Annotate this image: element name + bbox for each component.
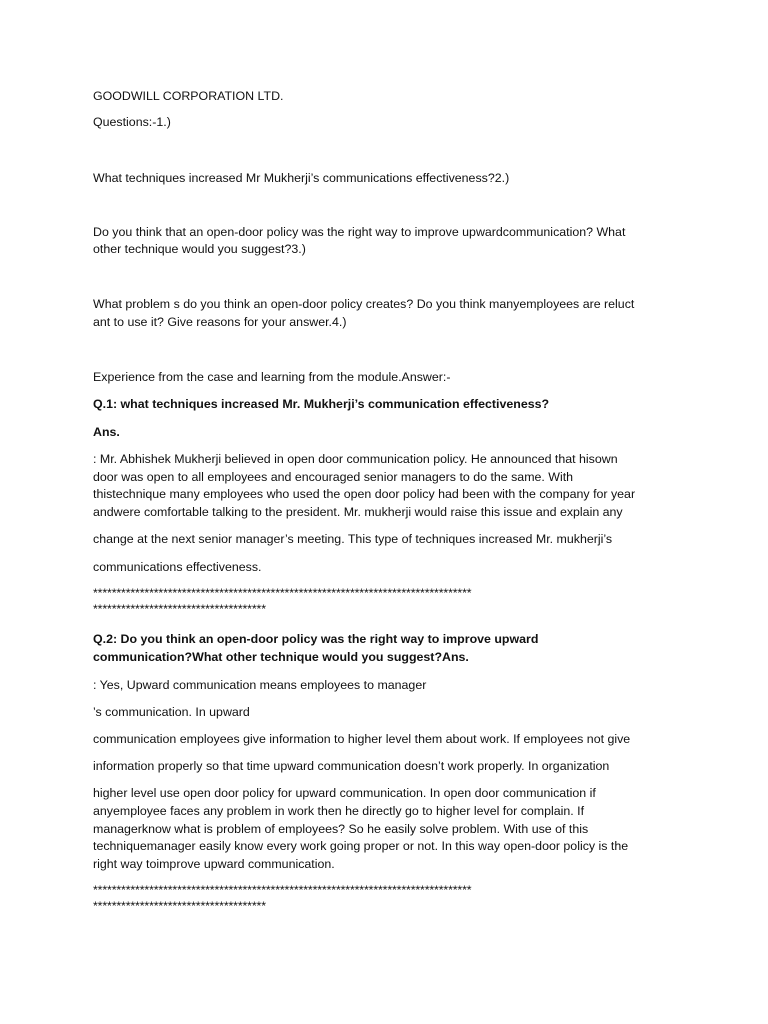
answer-2-heading-line-2: communication?What other technique would you suggest?Ans. xyxy=(93,650,469,664)
question-4: Experience from the case and learning from the module.Answer:- xyxy=(93,370,451,384)
answer-1-line-effect: communications effectiveness. xyxy=(93,560,262,574)
separator-2-line-1: ********************************************************************************* xyxy=(93,883,472,897)
answer-1-body-line-2: door was open to all employees and encouraged senior managers to do the same. With xyxy=(93,470,574,484)
answer-2-line-yes: : Yes, Upward communication means employees to manager xyxy=(93,678,427,692)
separator-2-line-2: ************************************* xyxy=(93,899,266,913)
answer-1-body-line-4: andwere comfortable talking to the president. Mr. mukherji would raise this issue and explain any xyxy=(93,505,623,519)
separator-1-line-1: ********************************************************************************* xyxy=(93,586,472,600)
answer-1-body-line-1: : Mr. Abhishek Mukherji believed in open door communication policy. He announced that hisown xyxy=(93,452,618,466)
questions-heading: Questions:-1.) xyxy=(93,115,171,129)
answer-2-body-line-5: right way toimprove upward communication. xyxy=(93,857,335,871)
question-2-line-1: Do you think that an open-door policy was the right way to improve upwardcommunication? What xyxy=(93,225,626,239)
document-title: GOODWILL CORPORATION LTD. xyxy=(93,89,284,103)
answer-2-line-apos: ’s communication. In upward xyxy=(93,705,250,719)
question-3-line-1: What problem s do you think an open-door policy creates? Do you think manyemployees are reluct xyxy=(93,297,635,311)
answer-2-line-comm: communication employees give information to higher level them about work. If employees not give xyxy=(93,732,631,746)
question-3-line-2: ant to use it? Give reasons for your answer.4.) xyxy=(93,315,347,329)
answer-2-body-line-4: techniquemanager easily know every work going proper or not. In this way open-door policy is the xyxy=(93,839,629,853)
separator-1-line-2: ************************************* xyxy=(93,602,266,616)
answer-2-body-line-3: managerknow what is problem of employees? So he easily solve problem. With use of this xyxy=(93,822,589,836)
answer-1-heading: Q.1: what techniques increased Mr. Mukherji’s communication effectiveness? xyxy=(93,397,550,411)
answer-1-body-line-3: thistechnique many employees who used the open door policy had been with the company for year xyxy=(93,487,636,501)
answer-1-line-change: change at the next senior manager’s meeting. This type of techniques increased Mr. mukherji’s xyxy=(93,532,613,546)
answer-1-ans-label: Ans. xyxy=(93,425,120,439)
answer-2-body-line-1: higher level use open door policy for upward communication. In open door communication if xyxy=(93,786,596,800)
answer-2-line-info: information properly so that time upward communication doesn’t work properly. In organization xyxy=(93,759,610,773)
answer-2-body-line-2: anyemployee faces any problem in work then he directly go to higher level for complain. If xyxy=(93,804,585,818)
answer-2-heading-line-1: Q.2: Do you think an open-door policy was the right way to improve upward xyxy=(93,632,539,646)
question-1: What techniques increased Mr Mukherji’s communications effectiveness?2.) xyxy=(93,171,510,185)
question-2-line-2: other technique would you suggest?3.) xyxy=(93,242,306,256)
